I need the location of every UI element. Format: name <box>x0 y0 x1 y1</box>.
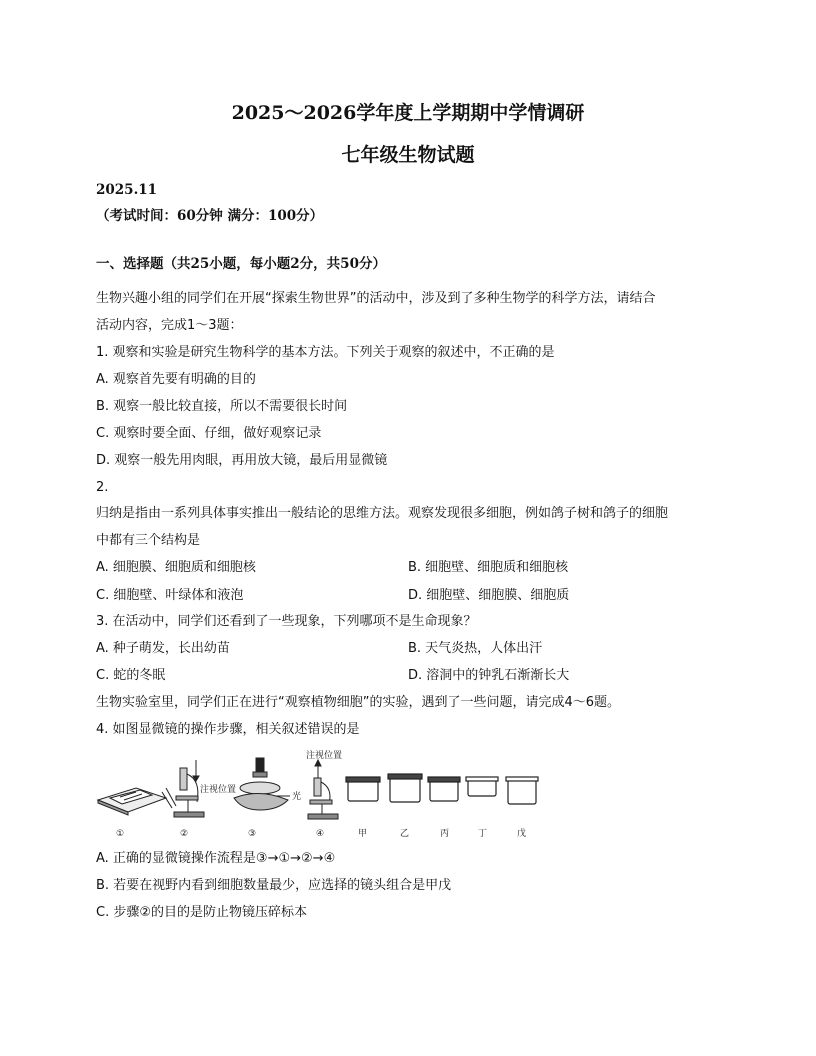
lens-label-jia: 甲 <box>358 829 368 839</box>
step2-microscope-illustration <box>162 760 204 817</box>
q2-option-a: A. 细胞膜、细胞质和细胞核 <box>96 560 256 575</box>
lens-label-wu: 戊 <box>517 829 527 839</box>
lens-yi <box>388 774 422 802</box>
q4-option-c: C. 步骤②的目的是防止物镜压碎标本 <box>96 905 307 920</box>
intro-line-1: 生物兴趣小组的同学们在开展“探索生物世界”的活动中，涉及到了多种生物学的科学方法，请结合 <box>96 291 656 306</box>
step3-light-label: 光 <box>292 792 302 802</box>
step-label-3: ③ <box>248 829 257 839</box>
q4-option-a: A. 正确的显微镜操作流程是③→①→②→④ <box>96 851 336 866</box>
step-label-4: ④ <box>316 829 325 839</box>
exam-date: 2025.11 <box>96 182 158 198</box>
lens-label-bing: 丙 <box>440 829 450 839</box>
q4-option-b: B. 若要在视野内看到细胞数量最少，应选择的镜头组合是甲戊 <box>96 878 452 893</box>
intro-line-2: 活动内容，完成1～3题： <box>96 318 243 333</box>
q3-option-a: A. 种子萌发，长出幼苗 <box>96 641 230 656</box>
q4-stem: 4. 如图显微镜的操作步骤，相关叙述错误的是 <box>96 722 360 737</box>
step3-light-illustration <box>234 758 290 810</box>
step1-slide-illustration <box>98 788 166 815</box>
lens-bing <box>428 777 460 801</box>
step4-microscope-illustration <box>308 760 338 819</box>
q2-option-b: B. 细胞壁、细胞质和细胞核 <box>408 560 569 575</box>
q2-option-c: C. 细胞壁、叶绿体和液泡 <box>96 588 244 603</box>
q1-option-a: A. 观察首先要有明确的目的 <box>96 372 256 387</box>
exam-info: （考试时间：60分钟 满分：100分） <box>96 208 324 224</box>
q2-option-d: D. 细胞壁、细胞膜、细胞质 <box>408 588 570 603</box>
lens-label-yi: 乙 <box>400 829 410 839</box>
q3-option-b: B. 天气炎热，人体出汗 <box>408 641 543 656</box>
step2-watch-label: 注视位置 <box>200 785 237 795</box>
lens-wu <box>506 777 538 804</box>
microscope-figure <box>96 748 546 840</box>
q2-stem-line-1: 归纳是指由一系列具体事实推出一般结论的思维方法。观察发现很多细胞，例如鸽子树和鸽子的细胞 <box>96 506 669 521</box>
q1-option-d: D. 观察一般先用肉眼，再用放大镜，最后用显微镜 <box>96 453 388 468</box>
q3-stem: 3. 在活动中，同学们还看到了一些现象，下列哪项不是生命现象？ <box>96 614 477 629</box>
exam-subtitle: 七年级生物试题 <box>341 144 475 166</box>
q1-option-b: B. 观察一般比较直接，所以不需要很长时间 <box>96 399 348 414</box>
q2-number: 2. <box>96 480 109 495</box>
step-label-2: ② <box>180 829 189 839</box>
q3-option-d: D. 溶洞中的钟乳石渐渐长大 <box>408 668 570 683</box>
section-heading: 一、选择题（共25小题，每小题2分，共50分） <box>96 256 386 272</box>
lens-jia <box>346 777 380 801</box>
q1-option-c: C. 观察时要全面、仔细，做好观察记录 <box>96 426 322 441</box>
lens-ding <box>466 777 498 796</box>
section2-intro: 生物实验室里，同学们正在进行“观察植物细胞”的实验，遇到了一些问题，请完成4～6题。 <box>96 695 621 710</box>
exam-title: 2025～2026学年度上学期期中学情调研 <box>231 102 585 124</box>
q2-stem-line-2: 中都有三个结构是 <box>96 533 201 548</box>
lens-label-ding: 丁 <box>478 829 488 839</box>
step-label-1: ① <box>116 829 125 839</box>
q3-option-c: C. 蛇的冬眠 <box>96 668 166 683</box>
q1-stem: 1. 观察和实验是研究生物科学的基本方法。下列关于观察的叙述中，不正确的是 <box>96 345 555 360</box>
step4-watch-label: 注视位置 <box>306 751 343 761</box>
